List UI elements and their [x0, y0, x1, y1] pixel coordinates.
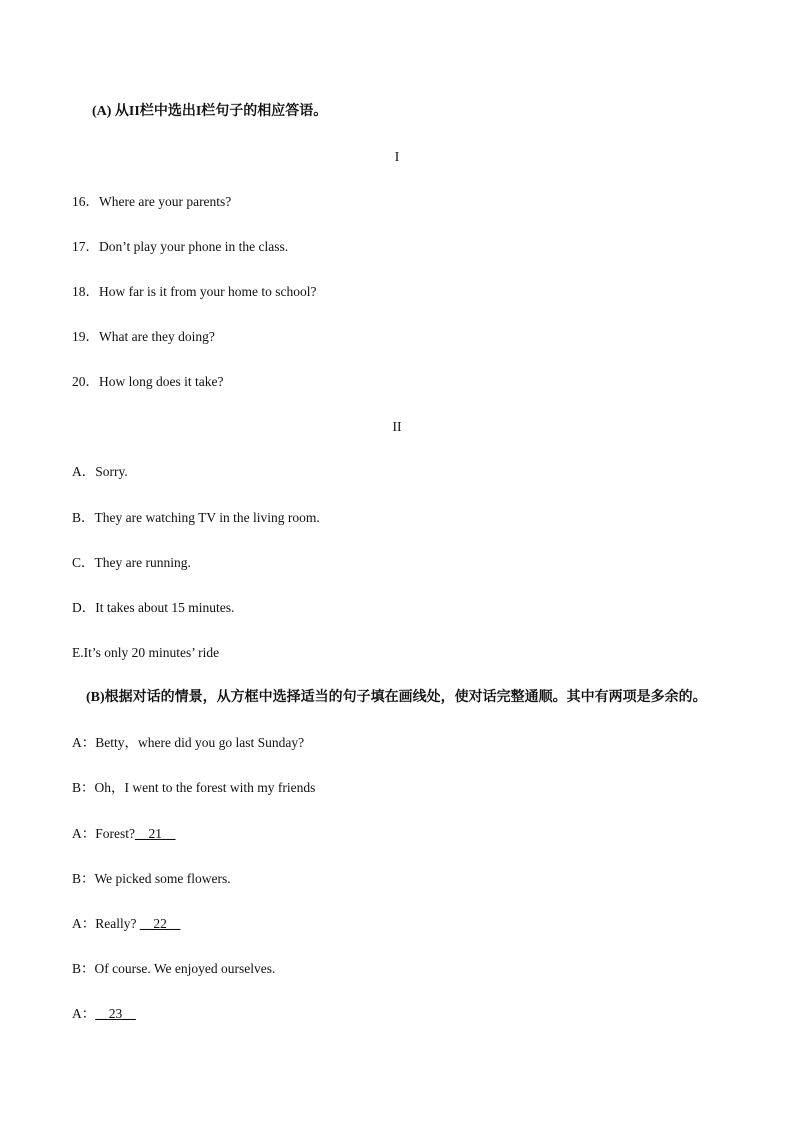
dialogue-line: [72, 915, 180, 933]
answer-blank-21: __21__: [135, 826, 176, 841]
dialogue-text: A：Really?: [72, 916, 140, 931]
dialogue-line: [72, 1005, 136, 1023]
dialogue-line: [72, 734, 304, 752]
question-17: 17．Don’t play your phone in the class.: [72, 239, 289, 254]
dialogue-line: [72, 960, 275, 978]
answer-e: E.It’s only 20 minutes’ ride: [72, 645, 220, 660]
dialogue-line: [72, 825, 176, 843]
answer-d: D．It takes about 15 minutes.: [72, 600, 235, 615]
question-20: 20．How long does it take?: [72, 374, 224, 389]
answer-a: A．Sorry.: [72, 464, 128, 479]
dialogue-text: A：: [72, 1006, 96, 1021]
dialogue-text: B：Of course. We enjoyed ourselves.: [72, 961, 276, 976]
answer-c: C．They are running.: [72, 555, 191, 570]
dialogue-text: A：Forest?: [72, 826, 135, 841]
section-b-heading: (B)根据对话的情景，从方框中选择适当的句子填在画线处，使对话完整通顺。其中有两项是多余的。: [86, 690, 707, 705]
answer-b: B．They are watching TV in the living room.: [72, 510, 320, 525]
dialogue-text: A：Betty，where did you go last Sunday?: [72, 735, 305, 750]
question-18: 18．How far is it from your home to school?: [72, 284, 317, 299]
dialogue-text: B：We picked some flowers.: [72, 871, 231, 886]
question-19: 19．What are they doing?: [72, 329, 215, 344]
section-a-heading: (A) 从II栏中选出I栏句子的相应答语。: [92, 104, 328, 119]
question-16: 16．Where are your parents?: [72, 194, 232, 209]
dialogue-line: [72, 870, 231, 888]
dialogue-text: B：Oh，I went to the forest with my friends: [72, 780, 316, 795]
dialogue-line: [72, 779, 315, 797]
column-one-label: I: [394, 149, 400, 164]
column-two-label: II: [392, 419, 402, 434]
answer-blank-23: __23__: [95, 1006, 136, 1021]
answer-blank-22: __22__: [139, 916, 181, 931]
